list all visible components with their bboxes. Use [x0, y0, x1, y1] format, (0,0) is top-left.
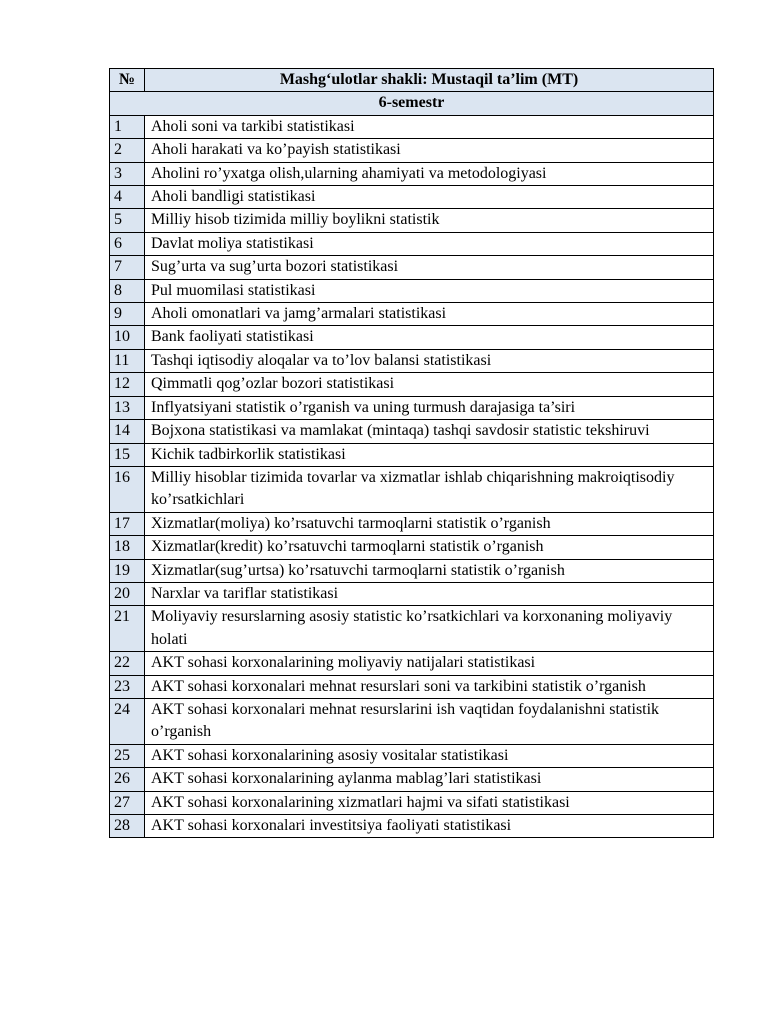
- row-topic: Aholi omonatlari va jamg’armalari statistikasi: [145, 303, 714, 326]
- table-row: [110, 115, 714, 138]
- table-row: [110, 512, 714, 535]
- row-topic: Aholi harakati va ko’payish statistikasi: [145, 139, 714, 162]
- row-number: 18: [110, 536, 145, 559]
- table-row: [110, 396, 714, 419]
- row-number: 27: [110, 791, 145, 814]
- row-topic: Davlat moliya statistikasi: [145, 232, 714, 255]
- row-number: 2: [110, 139, 145, 162]
- row-number: 15: [110, 443, 145, 466]
- row-number: 9: [110, 303, 145, 326]
- row-topic: Moliyaviy resurslarning asosiy statistic ko’rsatkichlari va korxonaning moliyaviy holati: [145, 606, 714, 652]
- row-number: 28: [110, 815, 145, 838]
- table-row: [110, 186, 714, 209]
- row-number: 24: [110, 698, 145, 744]
- row-topic: Kichik tadbirkorlik statistikasi: [145, 443, 714, 466]
- table-row: [110, 232, 714, 255]
- row-topic: Narxlar va tariflar statistikasi: [145, 582, 714, 605]
- row-number: 8: [110, 279, 145, 302]
- row-number: 25: [110, 744, 145, 767]
- table-header-row: [110, 69, 714, 92]
- table-row: [110, 466, 714, 512]
- table-row: [110, 162, 714, 185]
- row-topic: Pul muomilasi statistikasi: [145, 279, 714, 302]
- row-topic: Aholi bandligi statistikasi: [145, 186, 714, 209]
- row-number: 7: [110, 256, 145, 279]
- row-number: 13: [110, 396, 145, 419]
- row-number: 23: [110, 675, 145, 698]
- row-topic: AKT sohasi korxonalari investitsiya faoliyati statistikasi: [145, 815, 714, 838]
- row-topic: AKT sohasi korxonalarining asosiy vositalar statistikasi: [145, 744, 714, 767]
- row-topic: AKT sohasi korxonalarining xizmatlari hajmi va sifati statistikasi: [145, 791, 714, 814]
- topics-table: [109, 68, 714, 838]
- table-row: [110, 256, 714, 279]
- row-number: 6: [110, 232, 145, 255]
- table-row: [110, 303, 714, 326]
- row-number: 21: [110, 606, 145, 652]
- row-topic: Milliy hisob tizimida milliy boylikni statistik: [145, 209, 714, 232]
- row-topic: Sug’urta va sug’urta bozori statistikasi: [145, 256, 714, 279]
- table-row: [110, 744, 714, 767]
- row-number: 11: [110, 349, 145, 372]
- table-row: [110, 373, 714, 396]
- row-topic: Aholini ro’yxatga olish,ularning ahamiyati va metodologiyasi: [145, 162, 714, 185]
- row-topic: AKT sohasi korxonalarining moliyaviy natijalari statistikasi: [145, 652, 714, 675]
- table-row: [110, 768, 714, 791]
- table-row: [110, 209, 714, 232]
- row-number: 3: [110, 162, 145, 185]
- table-row: [110, 536, 714, 559]
- row-topic: Tashqi iqtisodiy aloqalar va to’lov balansi statistikasi: [145, 349, 714, 372]
- row-number: 4: [110, 186, 145, 209]
- table-row: [110, 582, 714, 605]
- table-row: [110, 606, 714, 652]
- row-number: 1: [110, 115, 145, 138]
- row-topic: Bank faoliyati statistikasi: [145, 326, 714, 349]
- row-number: 14: [110, 420, 145, 443]
- title-column-header: Mashg‘ulotlar shakli: Mustaqil ta’lim (MT): [145, 69, 714, 92]
- row-number: 26: [110, 768, 145, 791]
- table-row: [110, 815, 714, 838]
- table-row: [110, 443, 714, 466]
- table-row: [110, 791, 714, 814]
- row-topic: AKT sohasi korxonalari mehnat resurslarini ish vaqtidan foydalanishni statistik o’rganish: [145, 698, 714, 744]
- table-row: [110, 279, 714, 302]
- row-topic: Xizmatlar(kredit) ko’rsatuvchi tarmoqlarni statistik o’rganish: [145, 536, 714, 559]
- table-row: [110, 326, 714, 349]
- table-row: [110, 698, 714, 744]
- row-topic: Xizmatlar(moliya) ko’rsatuvchi tarmoqlarni statistik o’rganish: [145, 512, 714, 535]
- row-number: 20: [110, 582, 145, 605]
- semester-row: [110, 92, 714, 115]
- table-row: [110, 349, 714, 372]
- row-number: 10: [110, 326, 145, 349]
- row-number: 12: [110, 373, 145, 396]
- table-row: [110, 652, 714, 675]
- row-topic: Inflyatsiyani statistik o’rganish va uning turmush darajasiga ta’siri: [145, 396, 714, 419]
- row-topic: Qimmatli qog’ozlar bozori statistikasi: [145, 373, 714, 396]
- table-row: [110, 559, 714, 582]
- row-number: 19: [110, 559, 145, 582]
- row-topic: Xizmatlar(sug’urtsa) ko’rsatuvchi tarmoqlarni statistik o’rganish: [145, 559, 714, 582]
- semester-label: 6-semestr: [110, 92, 714, 115]
- table-row: [110, 675, 714, 698]
- row-topic: AKT sohasi korxonalari mehnat resurslari soni va tarkibini statistik o’rganish: [145, 675, 714, 698]
- table-row: [110, 139, 714, 162]
- row-topic: Aholi soni va tarkibi statistikasi: [145, 115, 714, 138]
- row-topic: Bojxona statistikasi va mamlakat (mintaqa) tashqi savdosir statistic tekshiruvi: [145, 420, 714, 443]
- table-row: [110, 420, 714, 443]
- number-column-header: №: [110, 69, 145, 92]
- row-topic: Milliy hisoblar tizimida tovarlar va xizmatlar ishlab chiqarishning makroiqtisodiy ko’rsatkichlari: [145, 466, 714, 512]
- row-number: 17: [110, 512, 145, 535]
- row-number: 5: [110, 209, 145, 232]
- row-topic: AKT sohasi korxonalarining aylanma mablag’lari statistikasi: [145, 768, 714, 791]
- row-number: 16: [110, 466, 145, 512]
- row-number: 22: [110, 652, 145, 675]
